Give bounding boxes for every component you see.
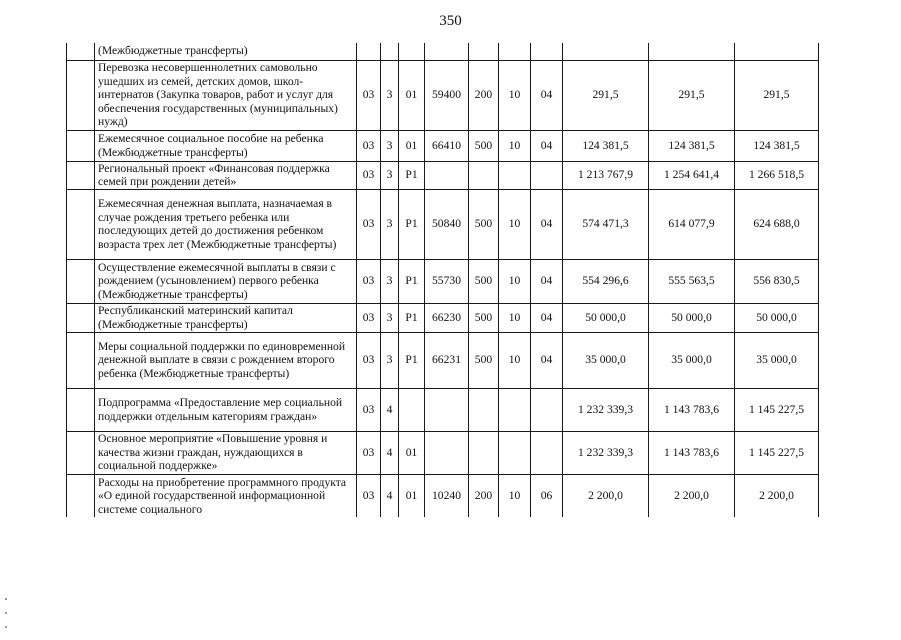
amount-year3-cell: 556 830,5 xyxy=(735,259,819,303)
subprogram-code-cell: 4 xyxy=(381,474,399,517)
section-cell xyxy=(499,43,531,60)
item-name-cell: Региональный проект «Финансовая поддержка семей при рождении детей» xyxy=(95,161,357,189)
amount-year3-cell xyxy=(735,43,819,60)
section-cell xyxy=(499,388,531,431)
subsection-cell: 04 xyxy=(531,60,563,130)
amount-year1-cell: 35 000,0 xyxy=(563,332,649,388)
expense-type-cell: 200 xyxy=(469,474,499,517)
table-row xyxy=(67,259,819,303)
amount-year2-cell xyxy=(649,43,735,60)
section-cell: 10 xyxy=(499,332,531,388)
section-cell: 10 xyxy=(499,474,531,517)
expense-type-cell: 500 xyxy=(469,303,499,332)
item-name-cell: Меры социальной поддержки по единовременной денежной выплате в связи с рождением второго ребенка (Межбюджетные трансферты) xyxy=(95,332,357,388)
subsection-cell: 04 xyxy=(531,130,563,161)
amount-year3-cell: 35 000,0 xyxy=(735,332,819,388)
amount-year3-cell: 124 381,5 xyxy=(735,130,819,161)
program-code-cell: 03 xyxy=(357,259,381,303)
direction-code-cell xyxy=(425,161,469,189)
direction-code-cell: 50840 xyxy=(425,189,469,259)
margin-cell xyxy=(67,431,95,474)
table-row xyxy=(67,130,819,161)
subprogram-code-cell: 3 xyxy=(381,259,399,303)
item-name-cell: Ежемесячная денежная выплата, назначаемая в случае рождения третьего ребенка или последующих детей до достижения ребенком возраста трех лет (Межбюджетные трансферты) xyxy=(95,189,357,259)
amount-year2-cell: 124 381,5 xyxy=(649,130,735,161)
direction-code-cell: 59400 xyxy=(425,60,469,130)
section-cell: 10 xyxy=(499,189,531,259)
section-cell xyxy=(499,161,531,189)
item-name-cell: Республиканский материнский капитал (Межбюджетные трансферты) xyxy=(95,303,357,332)
amount-year1-cell: 1 232 339,3 xyxy=(563,388,649,431)
amount-year2-cell: 1 254 641,4 xyxy=(649,161,735,189)
table-row xyxy=(67,161,819,189)
amount-year1-cell: 50 000,0 xyxy=(563,303,649,332)
scan-artifact xyxy=(5,626,7,628)
table-row xyxy=(67,332,819,388)
direction-code-cell xyxy=(425,431,469,474)
item-name-cell: Перевозка несовершеннолетних самовольно ушедших из семей, детских домов, школ-интернатов (Закупка товаров, работ и услуг для обеспечения государственных (муниципальных) нужд) xyxy=(95,60,357,130)
program-code-cell: 03 xyxy=(357,130,381,161)
event-code-cell: 01 xyxy=(399,474,425,517)
section-cell: 10 xyxy=(499,60,531,130)
item-name-cell: (Межбюджетные трансферты) xyxy=(95,43,357,60)
event-code-cell: P1 xyxy=(399,189,425,259)
direction-code-cell: 66231 xyxy=(425,332,469,388)
margin-cell xyxy=(67,332,95,388)
subprogram-code-cell: 3 xyxy=(381,303,399,332)
expense-type-cell: 500 xyxy=(469,332,499,388)
expense-type-cell: 500 xyxy=(469,189,499,259)
table-body xyxy=(67,43,819,517)
event-code-cell: 01 xyxy=(399,130,425,161)
amount-year1-cell: 574 471,3 xyxy=(563,189,649,259)
subsection-cell: 04 xyxy=(531,332,563,388)
subprogram-code-cell xyxy=(381,43,399,60)
subsection-cell: 04 xyxy=(531,303,563,332)
expense-type-cell xyxy=(469,43,499,60)
table-row xyxy=(67,60,819,130)
amount-year2-cell: 291,5 xyxy=(649,60,735,130)
subprogram-code-cell: 3 xyxy=(381,332,399,388)
direction-code-cell: 55730 xyxy=(425,259,469,303)
amount-year2-cell: 50 000,0 xyxy=(649,303,735,332)
expense-type-cell: 500 xyxy=(469,130,499,161)
scan-artifact xyxy=(5,598,7,600)
amount-year1-cell: 554 296,6 xyxy=(563,259,649,303)
expense-type-cell xyxy=(469,161,499,189)
margin-cell xyxy=(67,60,95,130)
amount-year2-cell: 2 200,0 xyxy=(649,474,735,517)
amount-year3-cell: 1 145 227,5 xyxy=(735,388,819,431)
item-name-cell: Расходы на приобретение программного продукта «О единой государственной информационной системе социального xyxy=(95,474,357,517)
subsection-cell: 04 xyxy=(531,259,563,303)
direction-code-cell: 66410 xyxy=(425,130,469,161)
program-code-cell: 03 xyxy=(357,332,381,388)
amount-year2-cell: 35 000,0 xyxy=(649,332,735,388)
subprogram-code-cell: 3 xyxy=(381,161,399,189)
margin-cell xyxy=(67,161,95,189)
table-row xyxy=(67,303,819,332)
amount-year2-cell: 555 563,5 xyxy=(649,259,735,303)
program-code-cell: 03 xyxy=(357,474,381,517)
amount-year1-cell: 124 381,5 xyxy=(563,130,649,161)
amount-year1-cell: 1 232 339,3 xyxy=(563,431,649,474)
item-name-cell: Ежемесячное социальное пособие на ребенка (Межбюджетные трансферты) xyxy=(95,130,357,161)
amount-year2-cell: 614 077,9 xyxy=(649,189,735,259)
section-cell: 10 xyxy=(499,130,531,161)
expense-type-cell xyxy=(469,388,499,431)
subprogram-code-cell: 3 xyxy=(381,130,399,161)
table-row xyxy=(67,43,819,60)
section-cell xyxy=(499,431,531,474)
program-code-cell: 03 xyxy=(357,161,381,189)
item-name-cell: Осуществление ежемесячной выплаты в связи с рождением (усыновлением) первого ребенка (Межбюджетные трансферты) xyxy=(95,259,357,303)
subprogram-code-cell: 3 xyxy=(381,189,399,259)
event-code-cell xyxy=(399,388,425,431)
margin-cell xyxy=(67,130,95,161)
budget-table xyxy=(66,43,819,517)
event-code-cell: P1 xyxy=(399,259,425,303)
event-code-cell: P1 xyxy=(399,303,425,332)
item-name-cell: Основное мероприятие «Повышение уровня и качества жизни граждан, нуждающихся в социальной поддержке» xyxy=(95,431,357,474)
direction-code-cell: 10240 xyxy=(425,474,469,517)
program-code-cell: 03 xyxy=(357,388,381,431)
margin-cell xyxy=(67,189,95,259)
expense-type-cell xyxy=(469,431,499,474)
subprogram-code-cell: 4 xyxy=(381,388,399,431)
amount-year2-cell: 1 143 783,6 xyxy=(649,431,735,474)
amount-year3-cell: 2 200,0 xyxy=(735,474,819,517)
margin-cell xyxy=(67,259,95,303)
margin-cell xyxy=(67,43,95,60)
subsection-cell xyxy=(531,161,563,189)
amount-year1-cell xyxy=(563,43,649,60)
table-row xyxy=(67,431,819,474)
amount-year3-cell: 624 688,0 xyxy=(735,189,819,259)
direction-code-cell xyxy=(425,388,469,431)
event-code-cell: P1 xyxy=(399,332,425,388)
scan-artifact xyxy=(5,612,7,614)
direction-code-cell: 66230 xyxy=(425,303,469,332)
table-row xyxy=(67,388,819,431)
amount-year1-cell: 1 213 767,9 xyxy=(563,161,649,189)
section-cell: 10 xyxy=(499,259,531,303)
program-code-cell: 03 xyxy=(357,431,381,474)
subprogram-code-cell: 4 xyxy=(381,431,399,474)
subsection-cell: 06 xyxy=(531,474,563,517)
subprogram-code-cell: 3 xyxy=(381,60,399,130)
amount-year3-cell: 1 145 227,5 xyxy=(735,431,819,474)
page-number: 350 xyxy=(439,13,462,29)
event-code-cell: P1 xyxy=(399,161,425,189)
expense-type-cell: 500 xyxy=(469,259,499,303)
item-name-cell: Подпрограмма «Предоставление мер социальной поддержки отдельным категориям граждан» xyxy=(95,388,357,431)
amount-year3-cell: 291,5 xyxy=(735,60,819,130)
margin-cell xyxy=(67,303,95,332)
program-code-cell xyxy=(357,43,381,60)
event-code-cell: 01 xyxy=(399,431,425,474)
margin-cell xyxy=(67,474,95,517)
event-code-cell xyxy=(399,43,425,60)
amount-year3-cell: 1 266 518,5 xyxy=(735,161,819,189)
amount-year3-cell: 50 000,0 xyxy=(735,303,819,332)
program-code-cell: 03 xyxy=(357,60,381,130)
amount-year1-cell: 2 200,0 xyxy=(563,474,649,517)
expense-type-cell: 200 xyxy=(469,60,499,130)
margin-cell xyxy=(67,388,95,431)
table-row xyxy=(67,474,819,517)
subsection-cell: 04 xyxy=(531,189,563,259)
program-code-cell: 03 xyxy=(357,303,381,332)
program-code-cell: 03 xyxy=(357,189,381,259)
section-cell: 10 xyxy=(499,303,531,332)
subsection-cell xyxy=(531,43,563,60)
table-row xyxy=(67,189,819,259)
direction-code-cell xyxy=(425,43,469,60)
amount-year1-cell: 291,5 xyxy=(563,60,649,130)
subsection-cell xyxy=(531,431,563,474)
amount-year2-cell: 1 143 783,6 xyxy=(649,388,735,431)
subsection-cell xyxy=(531,388,563,431)
event-code-cell: 01 xyxy=(399,60,425,130)
